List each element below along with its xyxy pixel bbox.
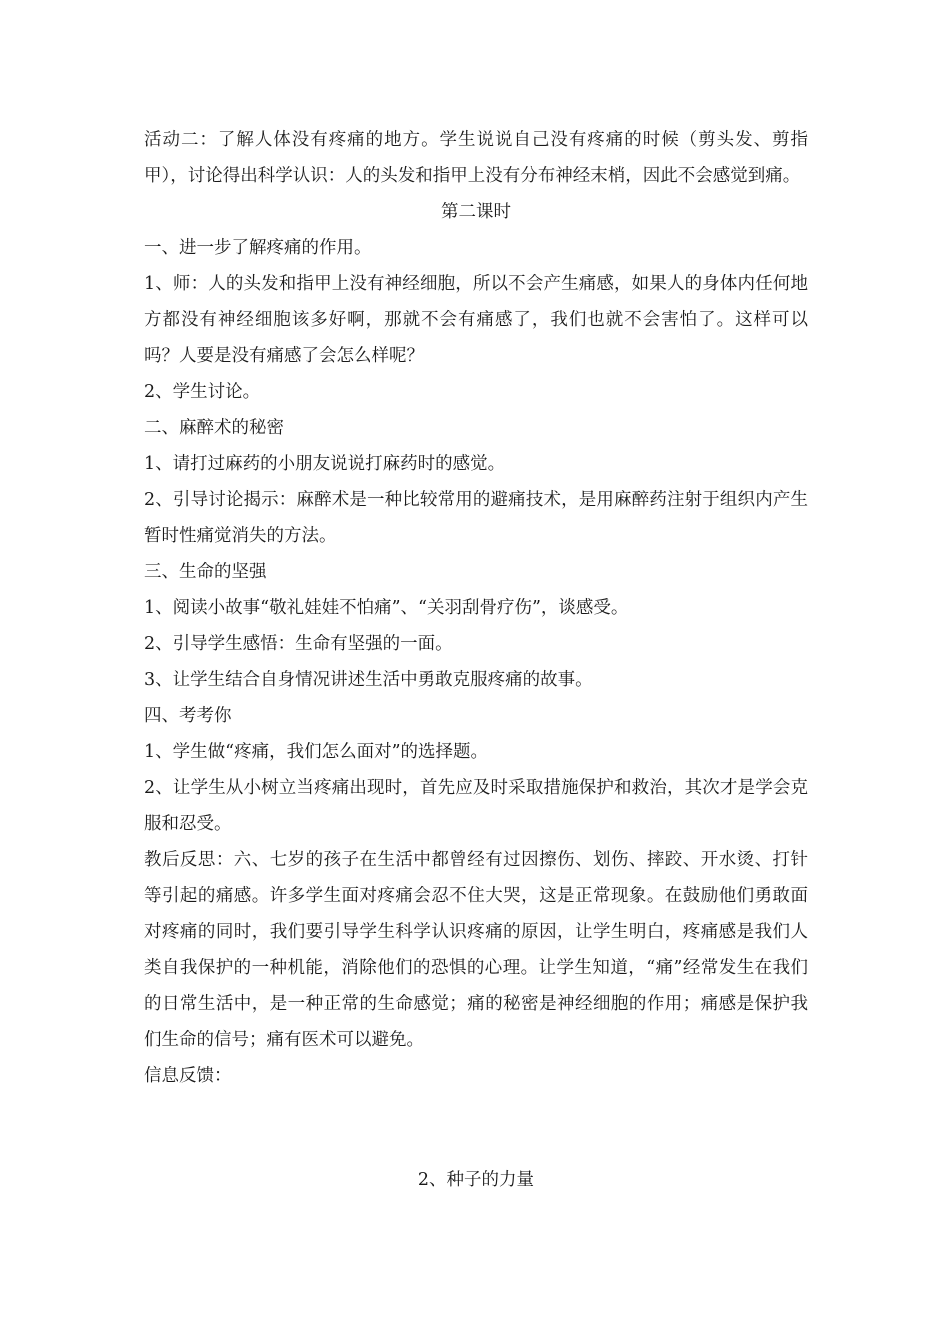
list-item: 2、让学生从小树立当疼痛出现时，首先应及时采取措施保护和救治，其次才是学会克服和忍受。 bbox=[144, 778, 808, 834]
list-item: 1、阅读小故事“敬礼娃娃不怕痛”、“关羽刮骨疗伤”，谈感受。 bbox=[144, 598, 629, 618]
lesson-heading: 第二课时 bbox=[441, 202, 511, 222]
activity-two-paragraph: 活动二：了解人体没有疼痛的地方。学生说说自己没有疼痛的时候（剪头发、剪指甲），讨论得出科学认识：人的头发和指甲上没有分布神经末梢，因此不会感觉到痛。 bbox=[144, 130, 808, 186]
chapter-title: 2、种子的力量 bbox=[417, 1170, 535, 1190]
list-item: 1、师：人的头发和指甲上没有神经细胞，所以不会产生痛感，如果人的身体内任何地方都没有神经细胞该多好啊，那就不会有痛感了，我们也就不会害怕了。这样可以吗？人要是没有痛感了会怎么样呢？ bbox=[144, 274, 808, 366]
list-item: 1、学生做“疼痛，我们怎么面对”的选择题。 bbox=[144, 742, 489, 762]
section-heading-3: 三、生命的坚强 bbox=[144, 562, 267, 582]
reflection-paragraph: 教后反思：六、七岁的孩子在生活中都曾经有过因擦伤、划伤、摔跤、开水烫、打针等引起的痛感。许多学生面对疼痛会忍不住大哭，这是正常现象。在鼓励他们勇敢面对疼痛的同时，我们要引导学生科学认识疼痛的原因，让学生明白，疼痛感是我们人类自我保护的一种机能，消除他们的恐惧的心理。让学生知道，“痛”经常发生在我们的日常生活中，是一种正常的生命感觉；痛的秘密是神经细胞的作用；痛感是保护我们生命的信号；痛有医术可以避免。 bbox=[144, 850, 808, 1050]
list-item: 2、引导学生感悟：生命有坚强的一面。 bbox=[144, 634, 453, 654]
document-body bbox=[144, 122, 808, 1198]
list-item: 3、让学生结合自身情况讲述生活中勇敢克服疼痛的故事。 bbox=[144, 670, 593, 690]
list-item: 2、学生讨论。 bbox=[144, 382, 261, 402]
section-heading-4: 四、考考你 bbox=[144, 706, 232, 726]
list-item: 1、请打过麻药的小朋友说说打麻药时的感觉。 bbox=[144, 454, 506, 474]
feedback-label: 信息反馈： bbox=[144, 1066, 232, 1086]
list-item: 2、引导讨论揭示：麻醉术是一种比较常用的避痛技术，是用麻醉药注射于组织内产生暂时性痛觉消失的方法。 bbox=[144, 490, 808, 546]
section-heading-2: 二、麻醉术的秘密 bbox=[144, 418, 284, 438]
section-heading-1: 一、进一步了解疼痛的作用。 bbox=[144, 238, 372, 258]
